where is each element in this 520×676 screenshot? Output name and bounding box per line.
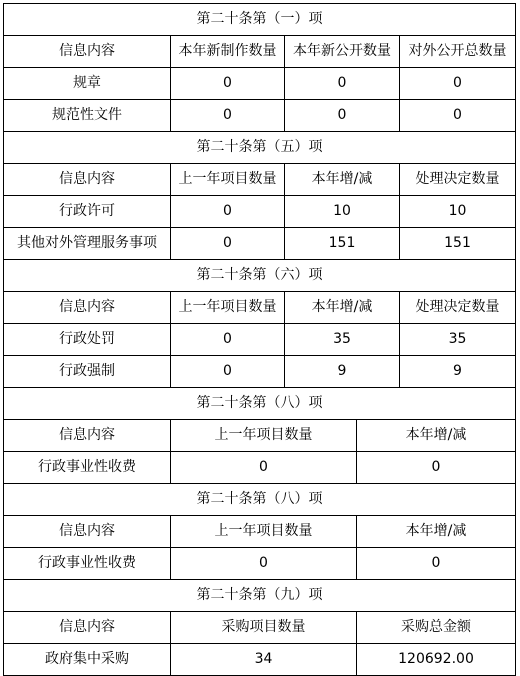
table-row	[4, 643, 515, 675]
header-cell: 本年增/减	[284, 164, 399, 195]
header-row	[4, 163, 515, 195]
table-row	[4, 195, 515, 227]
section-title: 第二十条第（八）项	[4, 483, 515, 515]
table-row	[4, 547, 515, 579]
row-label: 行政处罚	[59, 331, 115, 347]
header-cell: 信息内容	[59, 523, 115, 539]
table-cell: 0	[170, 228, 284, 259]
header-cell: 上一年项目数量	[170, 292, 284, 323]
table-cell: 0	[399, 100, 515, 131]
header-row	[4, 35, 515, 67]
header-cell: 处理决定数量	[399, 164, 515, 195]
section-article-20-item-8-repeat	[3, 483, 516, 579]
header-cell: 信息内容	[59, 427, 115, 443]
table-cell: 151	[399, 228, 515, 259]
table-cell: 0	[284, 100, 399, 131]
header-cell: 上一年项目数量	[170, 516, 356, 547]
header-cell: 信息内容	[59, 619, 115, 635]
header-cell: 采购总金额	[356, 612, 515, 643]
header-cell: 信息内容	[59, 171, 115, 187]
table-cell: 0	[356, 452, 515, 483]
row-label: 行政事业性收费	[38, 555, 136, 571]
section-title: 第二十条第（八）项	[4, 387, 515, 419]
header-row	[4, 515, 515, 547]
table-cell: 120692.00	[356, 644, 515, 675]
table-cell: 10	[284, 196, 399, 227]
row-label: 规范性文件	[52, 107, 122, 123]
section-title: 第二十条第（五）项	[4, 131, 515, 163]
table-cell: 9	[399, 356, 515, 387]
table-cell: 0	[170, 324, 284, 355]
section-article-20-item-1	[3, 3, 516, 131]
section-title: 第二十条第（一）项	[4, 3, 515, 35]
header-cell: 处理决定数量	[399, 292, 515, 323]
table-cell: 0	[356, 548, 515, 579]
row-label: 行政强制	[59, 363, 115, 379]
section-article-20-item-5	[3, 131, 516, 259]
table-cell: 0	[284, 68, 399, 99]
header-cell: 本年增/减	[284, 292, 399, 323]
table-row	[4, 323, 515, 355]
header-cell: 信息内容	[59, 43, 115, 59]
table-cell: 0	[399, 68, 515, 99]
table-cell: 0	[170, 196, 284, 227]
table-row	[4, 67, 515, 99]
header-cell: 本年新制作数量	[170, 36, 284, 67]
header-row	[4, 291, 515, 323]
header-row	[4, 611, 515, 643]
row-label: 行政事业性收费	[38, 459, 136, 475]
table-cell: 35	[399, 324, 515, 355]
table-row	[4, 355, 515, 387]
table-row	[4, 451, 515, 483]
section-title: 第二十条第（六）项	[4, 259, 515, 291]
table-cell: 151	[284, 228, 399, 259]
table-cell: 35	[284, 324, 399, 355]
row-label: 政府集中采购	[45, 651, 129, 667]
header-cell: 本年增/减	[356, 420, 515, 451]
table-row	[4, 99, 515, 131]
table-cell: 0	[170, 548, 356, 579]
header-cell: 上一年项目数量	[170, 164, 284, 195]
section-article-20-item-8	[3, 387, 516, 483]
section-title: 第二十条第（九）项	[4, 579, 515, 611]
table-cell: 0	[170, 100, 284, 131]
header-cell: 采购项目数量	[170, 612, 356, 643]
row-label: 其他对外管理服务事项	[17, 235, 157, 251]
table-row	[4, 227, 515, 259]
section-article-20-item-6	[3, 259, 516, 387]
header-cell: 上一年项目数量	[170, 420, 356, 451]
table-cell: 9	[284, 356, 399, 387]
header-cell: 本年增/减	[356, 516, 515, 547]
disclosure-table	[3, 3, 516, 676]
row-label: 行政许可	[59, 203, 115, 219]
table-cell: 10	[399, 196, 515, 227]
section-article-20-item-9	[3, 579, 516, 676]
table-cell: 34	[170, 644, 356, 675]
table-cell: 0	[170, 68, 284, 99]
row-label: 规章	[73, 75, 101, 91]
header-cell: 本年新公开数量	[284, 36, 399, 67]
table-cell: 0	[170, 356, 284, 387]
header-cell: 信息内容	[59, 299, 115, 315]
header-row	[4, 419, 515, 451]
table-cell: 0	[170, 452, 356, 483]
header-cell: 对外公开总数量	[399, 36, 515, 67]
